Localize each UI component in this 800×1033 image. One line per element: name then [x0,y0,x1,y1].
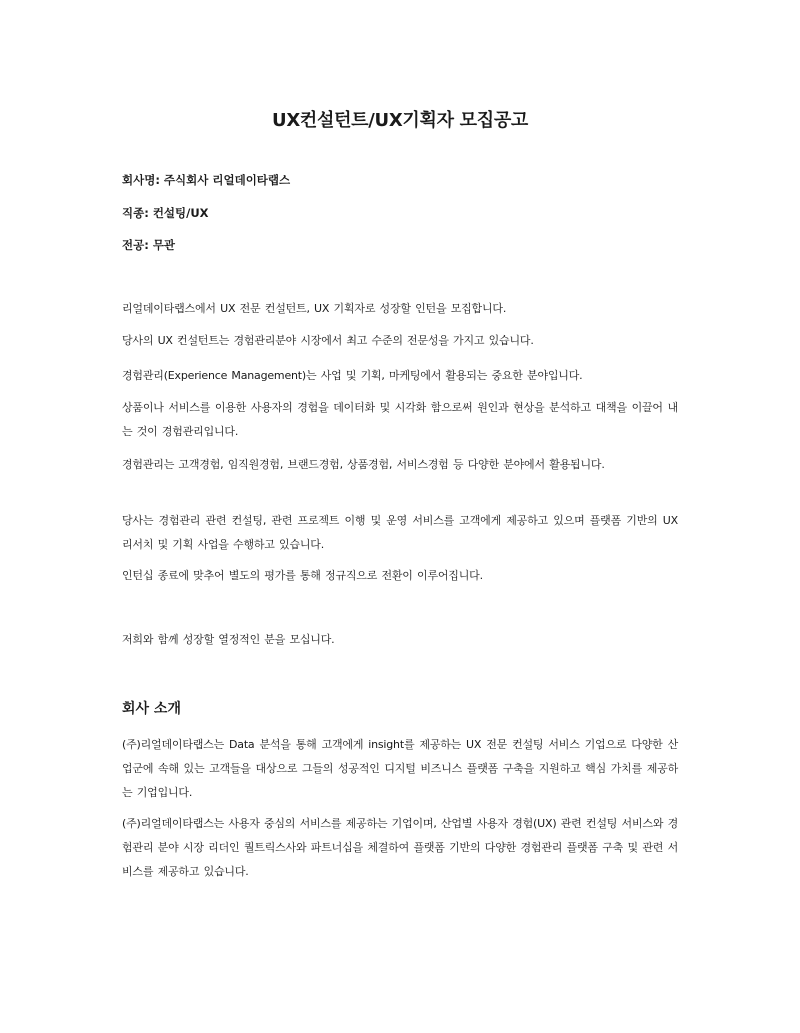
closing-line: 저희와 함께 성장할 열정적인 분을 모십니다. [122,633,335,646]
intro-paragraph-6: 당사는 경험관리 관련 컨설팅, 관련 프로젝트 이행 및 운영 서비스를 고객에게 제공하고 있으며 플랫폼 기반의 UX 리서치 및 기획 사업을 수행하고 있습니다. [122,514,678,551]
document-title: UX컨설턴트/UX기획자 모집공고 [272,110,528,131]
job-type-line: 직종: 컨설팅/UX [122,206,209,220]
intro-paragraph-4: 상품이나 서비스를 이용한 사용자의 경험을 데이터화 및 시각화 함으로써 원인과 현상을 분석하고 대책을 이끌어 내는 것이 경험관리입니다. [122,401,678,438]
major-line: 전공: 무관 [122,238,176,252]
intro-paragraph-3: 경험관리(Experience Management)는 사업 및 기획, 마케팅에서 활용되는 중요한 분야입니다. [122,369,583,382]
intro-paragraph-7: 인턴십 종료에 맞추어 별도의 평가를 통해 정규직으로 전환이 이루어집니다. [122,569,483,582]
section-title-company-intro: 회사 소개 [122,701,181,717]
about-paragraph-2: (주)리얼데이타랩스는 사용자 중심의 서비스를 제공하는 기업이며, 산업별 사용자 경험(UX) 관련 컨설팅 서비스와 경험관리 분야 시장 리더인 퀄트릭스사와 파트너십을 체결하여 플랫폼 기반의 다양한 경험관리 플랫폼 구축 및 관련 서비스를 제공하고 있습니다. [122,817,678,878]
intro-paragraph-1: 리얼데이타랩스에서 UX 전문 컨설턴트, UX 기획자로 성장할 인턴을 모집합니다. [122,302,507,315]
company-name-line: 회사명: 주식회사 리얼데이타랩스 [122,173,291,187]
about-paragraph-1: (주)리얼데이타랩스는 Data 분석을 통해 고객에게 insight를 제공하는 UX 전문 컨설팅 서비스 기업으로 다양한 산업군에 속해 있는 고객들을 대상으로 그들의 성공적인 디지털 비즈니스 플랫폼 구축을 지원하고 핵심 가치를 제공하는 기업입니다. [122,738,678,799]
intro-paragraph-2: 당사의 UX 컨설턴트는 경험관리분야 시장에서 최고 수준의 전문성을 가지고 있습니다. [122,334,534,347]
intro-paragraph-5: 경험관리는 고객경험, 임직원경험, 브랜드경험, 상품경험, 서비스경험 등 다양한 분야에서 활용됩니다. [122,458,605,471]
